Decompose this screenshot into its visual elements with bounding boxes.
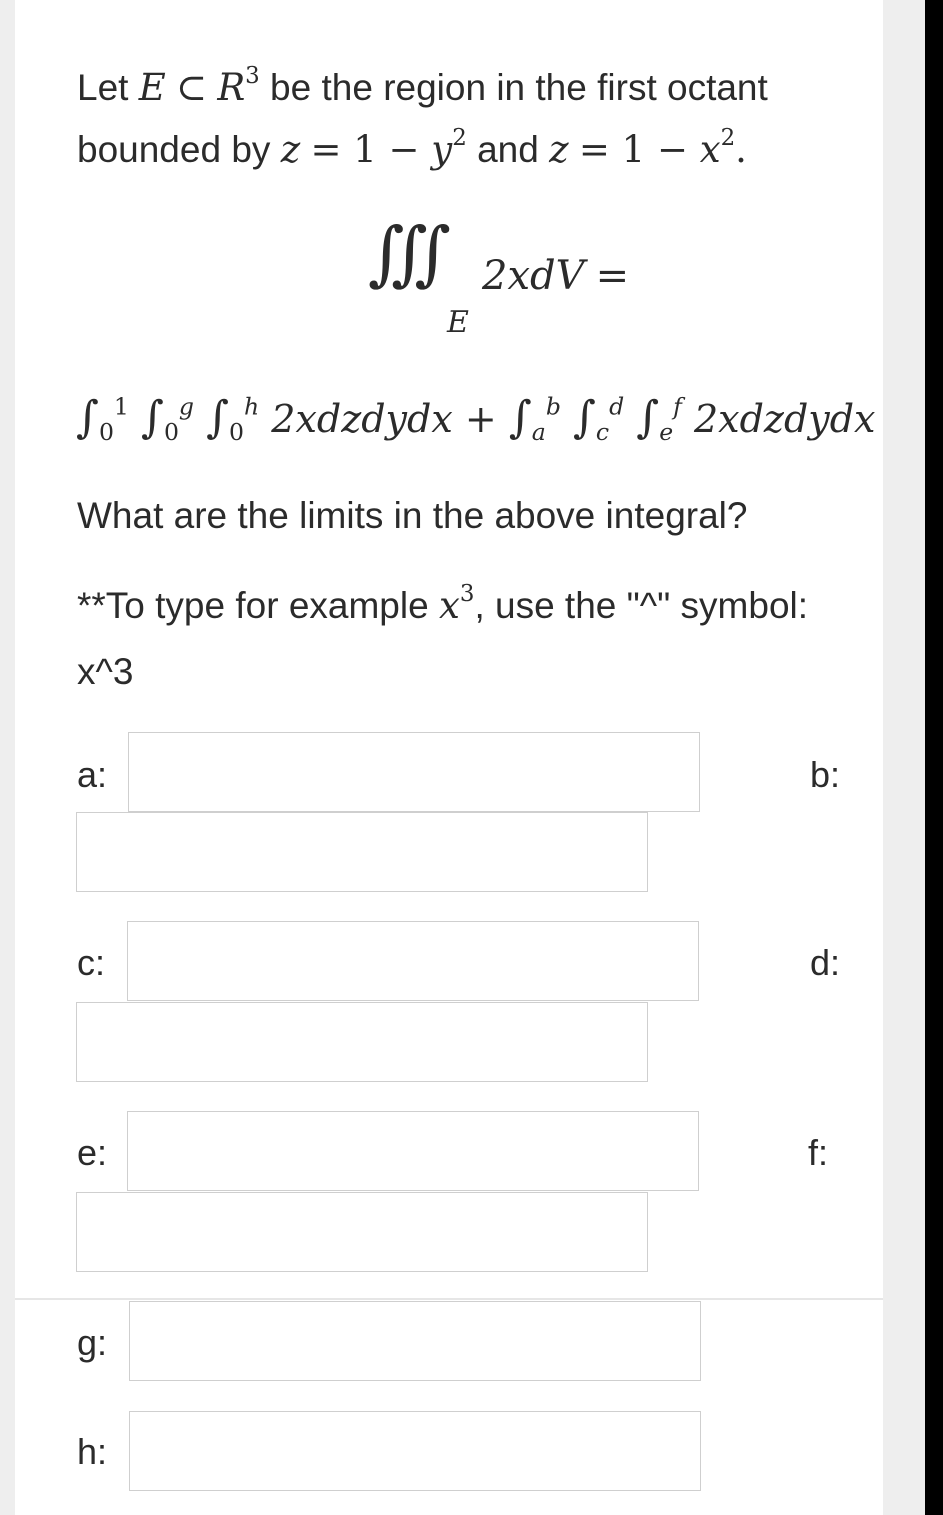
surface2-var: x xyxy=(699,128,721,171)
plus-sign: + xyxy=(464,397,497,441)
space-symbol: R xyxy=(217,66,246,109)
space-exponent: 3 xyxy=(245,62,260,89)
label-d: d: xyxy=(810,942,841,983)
integral-4-lower: a xyxy=(531,418,546,447)
surface2-rhs: = 1 − xyxy=(578,128,700,171)
hint-prefix: **To type for example xyxy=(77,585,429,626)
iterated-integral-sum xyxy=(76,388,876,449)
surface1-var: y xyxy=(431,128,453,171)
triple-integral-symbol: ∭ xyxy=(368,212,429,294)
surface1-lhs: z xyxy=(280,128,301,171)
subset-symbol: ⊂ xyxy=(176,66,208,109)
label-f: f: xyxy=(808,1132,829,1173)
input-b[interactable] xyxy=(76,812,648,892)
label-c: c: xyxy=(77,942,106,983)
integral-5-lower: c xyxy=(595,418,610,447)
integral-5-upper: d xyxy=(609,392,625,421)
problem-line-2 xyxy=(77,124,747,172)
text-region-description: be the region in the first octant xyxy=(270,67,768,108)
integral-3-upper: h xyxy=(244,392,260,421)
integrand-2: 2xdzdydx xyxy=(693,397,876,441)
hint-var: x xyxy=(438,584,460,627)
integral-2-upper: g xyxy=(178,392,194,421)
label-e: e: xyxy=(77,1132,108,1173)
text-and: and xyxy=(477,129,539,170)
surface2-exponent: 2 xyxy=(720,124,736,151)
label-a: a: xyxy=(77,754,108,795)
text-bounded-by: bounded by xyxy=(77,129,271,170)
integral-4: ∫ xyxy=(508,392,532,443)
integral-1-lower: 0 xyxy=(98,418,114,447)
integral-6-upper: f xyxy=(673,392,682,421)
region-subscript: E xyxy=(447,305,469,340)
section-divider xyxy=(15,1298,883,1300)
integral-1: ∫ xyxy=(76,392,99,443)
integral-1-upper: 1 xyxy=(113,392,129,421)
equals-sign: = xyxy=(595,253,630,299)
integral-2: ∫ xyxy=(141,392,164,443)
hint-exponent: 3 xyxy=(459,580,475,607)
input-c[interactable] xyxy=(127,921,699,1001)
triple-integral-rhs xyxy=(482,252,629,300)
input-e[interactable] xyxy=(127,1111,699,1191)
input-f[interactable] xyxy=(76,1192,648,1272)
integral-6: ∫ xyxy=(636,392,660,443)
text-let: Let xyxy=(77,67,129,108)
screen-edge xyxy=(925,0,943,1515)
integral-2-lower: 0 xyxy=(163,418,179,447)
input-d[interactable] xyxy=(76,1002,648,1082)
surface1-exponent: 2 xyxy=(452,124,467,151)
integral-4-upper: b xyxy=(545,392,561,421)
region-symbol: E xyxy=(138,66,166,109)
period: . xyxy=(735,128,747,171)
label-g: g: xyxy=(77,1322,108,1363)
hint-line xyxy=(77,580,809,628)
input-g[interactable] xyxy=(129,1301,701,1381)
integrand-1: 2xdzdydx xyxy=(271,397,453,441)
label-h: h: xyxy=(77,1431,108,1472)
triple-integrand: 2xdV xyxy=(482,253,585,299)
surface2-lhs: z xyxy=(549,128,569,171)
input-h[interactable] xyxy=(129,1411,701,1491)
problem-line-1 xyxy=(77,62,768,110)
integral-6-lower: e xyxy=(659,418,674,447)
question-prompt: What are the limits in the above integral? xyxy=(77,495,748,536)
label-b: b: xyxy=(810,754,841,795)
input-a[interactable] xyxy=(128,732,700,812)
surface1-rhs: = 1 − xyxy=(310,128,432,171)
hint-example: x^3 xyxy=(77,651,134,692)
integral-5: ∫ xyxy=(572,392,596,443)
integral-3-lower: 0 xyxy=(229,418,245,447)
integral-3: ∫ xyxy=(206,392,230,443)
hint-suffix: , use the "^" symbol: xyxy=(474,585,809,626)
